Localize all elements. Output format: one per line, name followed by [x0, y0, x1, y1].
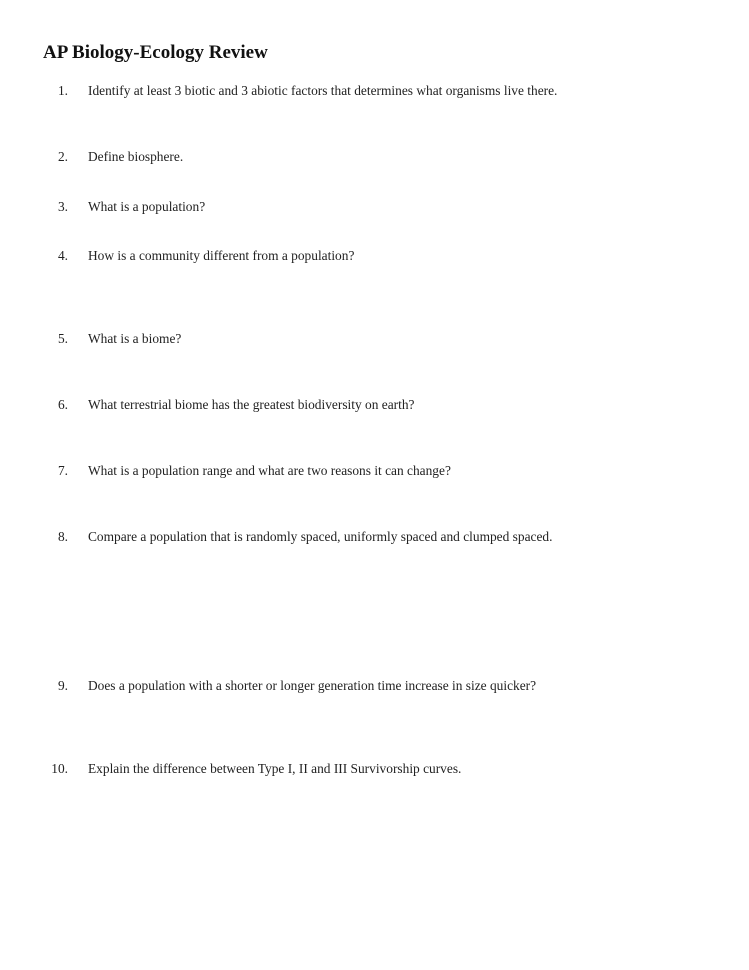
question-number: 6.	[57, 397, 68, 412]
page-title: AP Biology-Ecology Review	[43, 42, 268, 63]
question-text: How is a community different from a population?	[88, 248, 355, 263]
question-number: 5.	[57, 331, 68, 346]
question-text: Identify at least 3 biotic and 3 abiotic factors that determines what organisms live there.	[88, 83, 558, 98]
question-text: Define biosphere.	[88, 149, 184, 164]
question-text: What is a population?	[88, 199, 206, 214]
question-text: Explain the difference between Type I, II and III Survivorship curves.	[88, 761, 462, 776]
question-number: 8.	[57, 529, 68, 544]
question-number: 9.	[57, 678, 68, 693]
question-text: What is a biome?	[88, 331, 182, 346]
question-number: 3.	[57, 199, 68, 214]
question-number: 10.	[51, 761, 68, 776]
question-text: Does a population with a shorter or longer generation time increase in size quicker?	[88, 678, 537, 693]
question-text: Compare a population that is randomly spaced, uniformly spaced and clumped spaced.	[88, 529, 553, 544]
question-number: 1.	[57, 83, 68, 98]
question-number: 2.	[57, 149, 68, 164]
question-number: 4.	[57, 248, 68, 263]
question-number: 7.	[57, 463, 68, 478]
question-text: What terrestrial biome has the greatest biodiversity on earth?	[88, 397, 415, 412]
question-text: What is a population range and what are two reasons it can change?	[88, 463, 451, 478]
